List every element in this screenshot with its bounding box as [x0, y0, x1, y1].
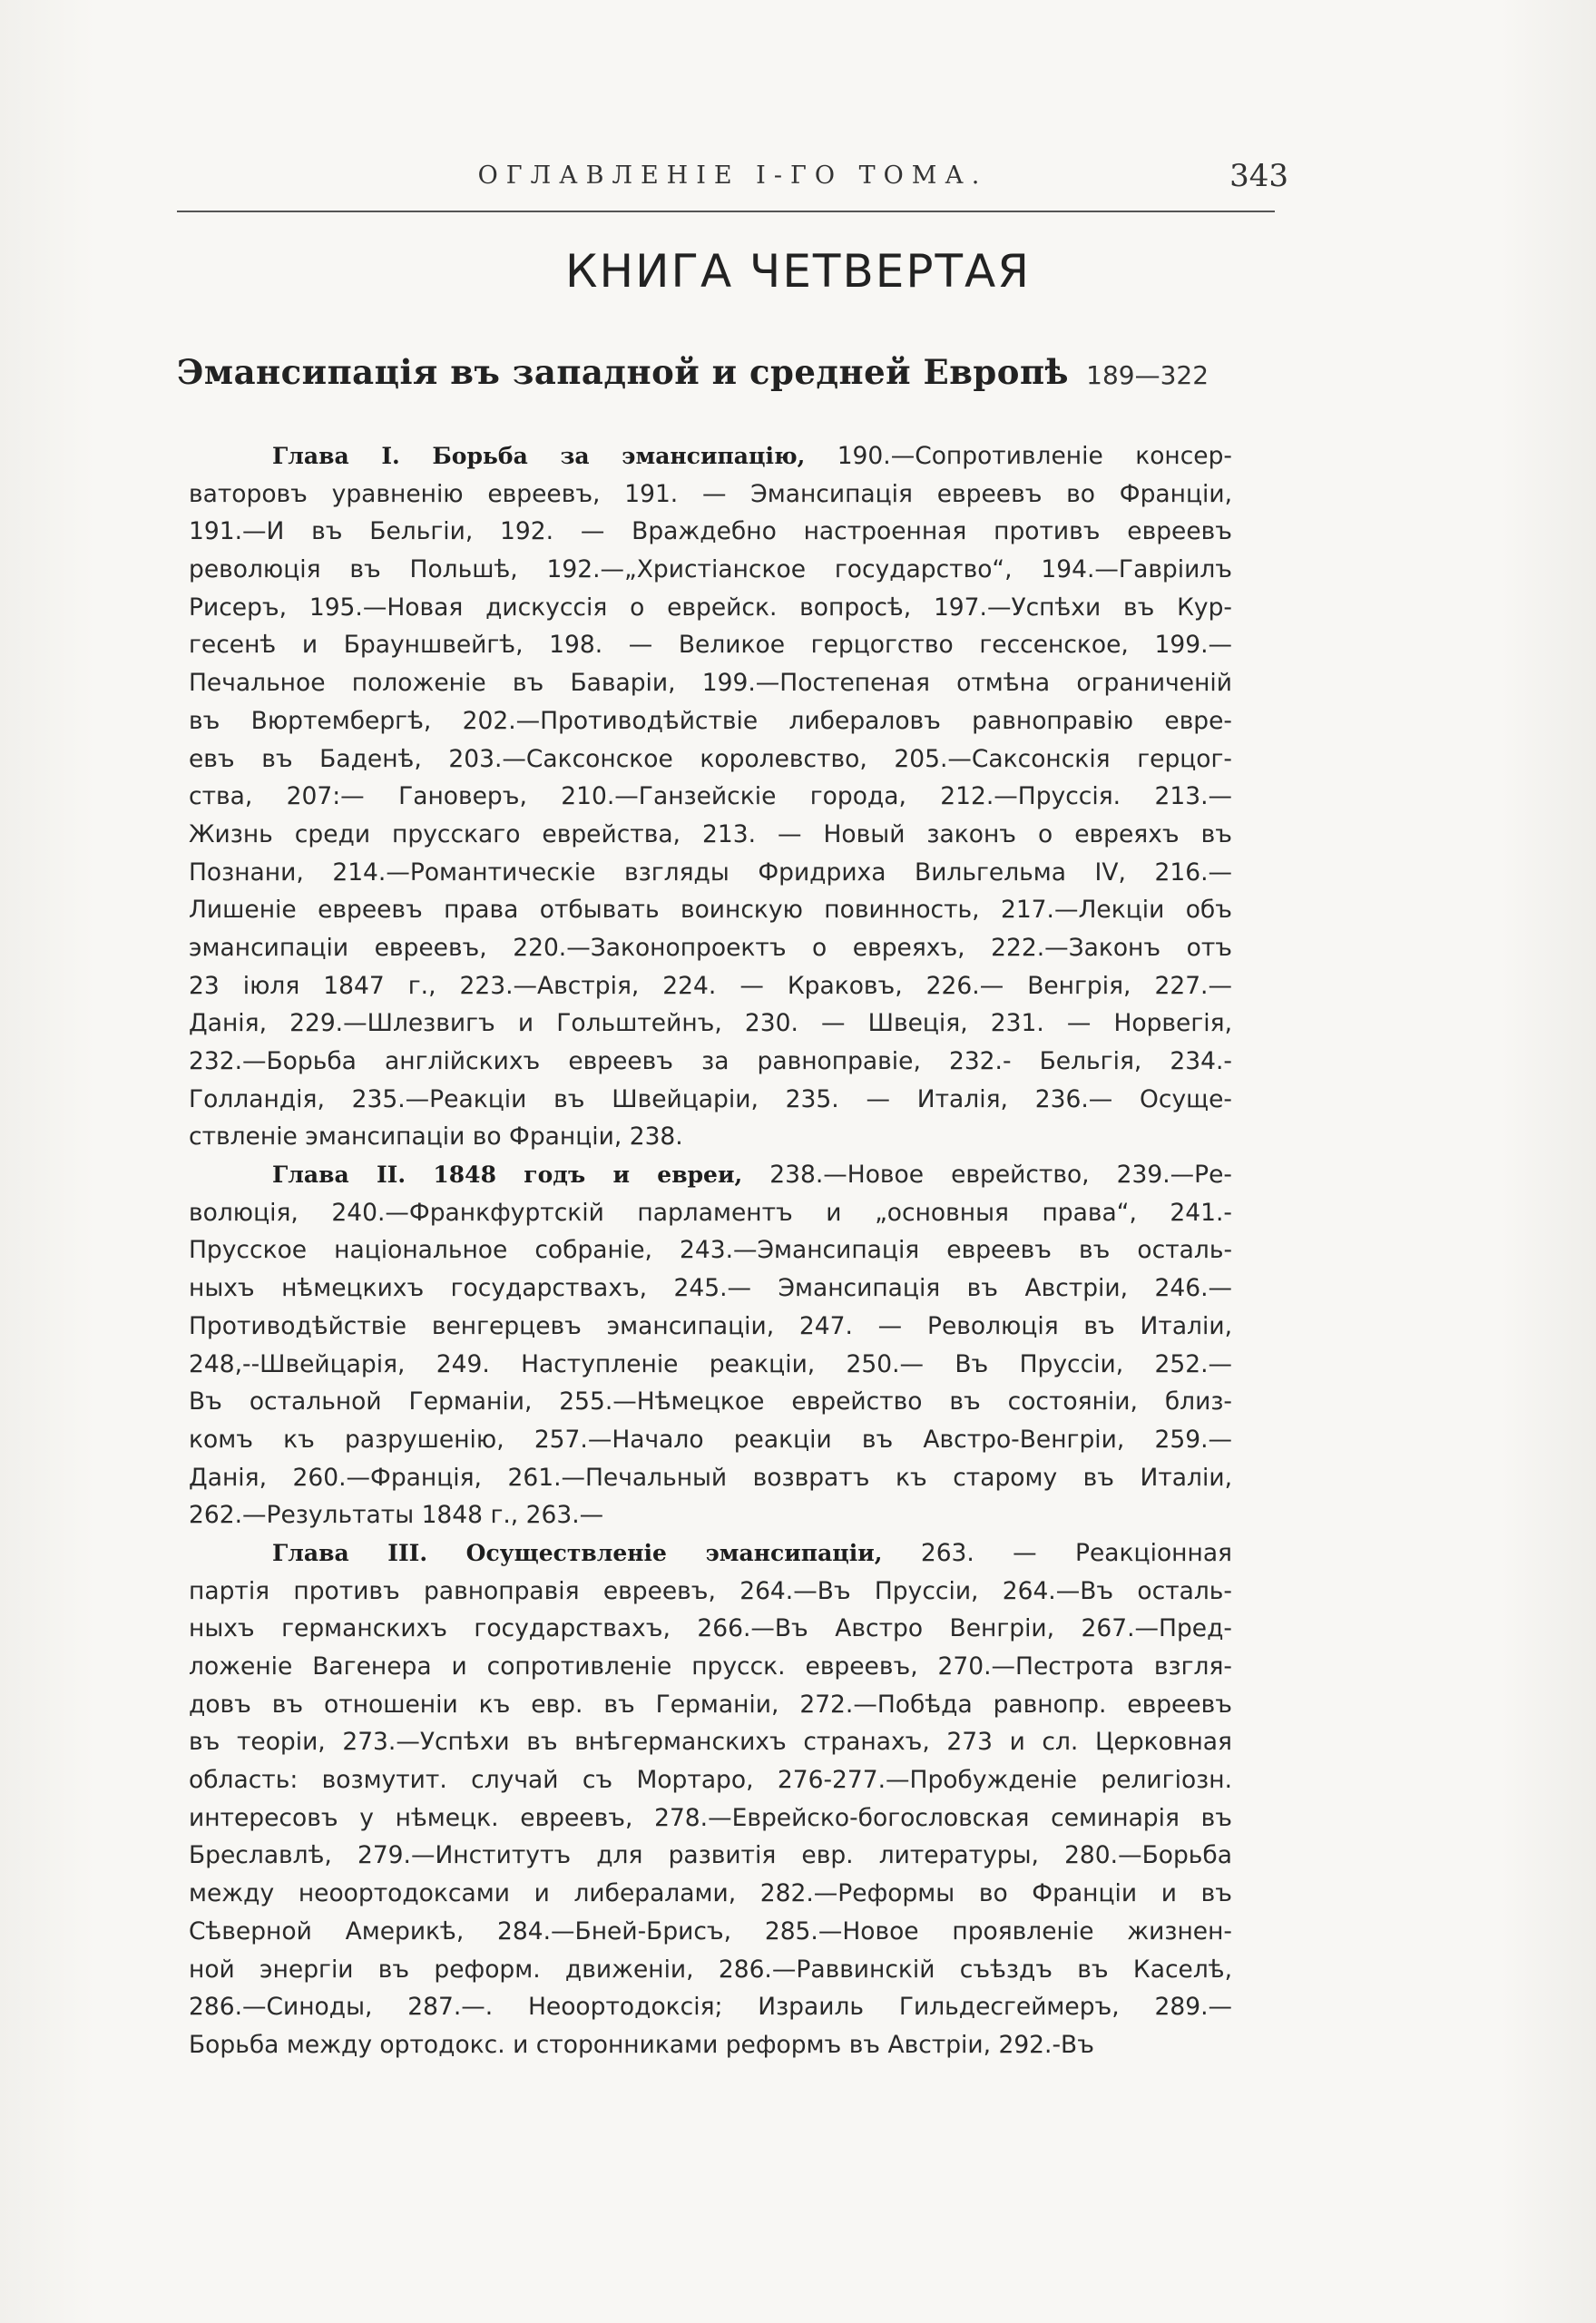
toc-line-text: 23 іюля 1847 г., 223.—Австрія, 224. — Краковъ, 226.— Венгрія, 227.—	[189, 971, 1232, 1000]
toc-line-text: Рисеръ, 195.—Новая дискуссія о еврейск. вопросѣ, 197.—Успѣхи въ Кур-	[189, 593, 1232, 622]
toc-line-text: волюція, 240.—Франкфуртскій парламентъ и „основныя права“, 241.-	[189, 1198, 1232, 1227]
toc-line	[189, 778, 1232, 816]
toc-line	[189, 1761, 1232, 1799]
toc-line-text: 191.—И въ Бельгіи, 192. — Враждебно настроенная противъ евреевъ	[189, 517, 1232, 546]
toc-line-text: ныхъ нѣмецкихъ государствахъ, 245.— Эмансипація въ Австріи, 246.—	[189, 1274, 1232, 1303]
toc-line	[189, 1648, 1232, 1686]
toc-line	[189, 664, 1232, 702]
toc-line-text: Противодѣйствіе венгерцевъ эмансипаціи, 247. — Революція въ Италіи,	[189, 1311, 1232, 1340]
toc-line	[189, 1686, 1232, 1724]
toc-line	[189, 1988, 1232, 2026]
toc-line-text: революція въ Польшѣ, 192.—„Христіанское государство“, 194.—Гавріилъ	[189, 555, 1232, 584]
header-divider	[177, 211, 1275, 212]
toc-line-text: Жизнь среди прусскаго еврейства, 213. — Новый законъ о евреяхъ въ	[189, 819, 1232, 848]
toc-line	[189, 854, 1232, 892]
toc-line-text: область: возмутит. случай съ Мортаро, 276-277.—Пробужденіе религіозн.	[189, 1766, 1232, 1795]
toc-line	[189, 626, 1232, 664]
toc-line-text: между неоортодоксами и либералами, 282.—Реформы во Франціи и въ	[189, 1879, 1232, 1908]
book-title: КНИГА ЧЕТВЕРТАЯ	[564, 245, 1032, 298]
toc-line-text: интересовъ у нѣмецк. евреевъ, 278.—Еврейско-богословская семинарія въ	[189, 1803, 1232, 1832]
toc-line	[189, 1496, 1232, 1534]
toc-line-text: Сѣверной Америкѣ, 284.—Бней-Брисъ, 285.—Новое проявленіе жизнен-	[189, 1916, 1232, 1946]
toc-line	[189, 475, 1232, 514]
toc-line	[189, 1459, 1232, 1497]
toc-line	[189, 1346, 1232, 1384]
toc-line	[189, 1534, 1232, 1573]
toc-line	[189, 1308, 1232, 1346]
toc-line	[189, 1799, 1232, 1838]
toc-line	[189, 1875, 1232, 1913]
toc-line-text: Голландія, 235.—Реакціи въ Швейцаріи, 235. — Италія, 236.— Осуще-	[189, 1084, 1232, 1113]
toc-line	[189, 1913, 1232, 1951]
toc-line	[189, 1383, 1232, 1421]
toc-line-text: ложеніе Вагенера и сопротивленіе прусск. евреевъ, 270.—Пестрота взгля-	[189, 1652, 1232, 1681]
toc-line-text: въ Вюртембергѣ, 202.—Противодѣйствіе либераловъ равноправію евре-	[189, 706, 1232, 735]
toc-line-text: Лишеніе евреевъ права отбывать воинскую повинность, 217.—Лекціи объ	[189, 896, 1232, 925]
chapter-entry	[189, 437, 1232, 1156]
toc-line	[189, 1837, 1232, 1875]
page-number: 343	[1229, 158, 1288, 194]
toc-line-text: Данія, 229.—Шлезвигъ и Гольштейнъ, 230. — Швеція, 231. — Норвегія,	[189, 1009, 1232, 1038]
toc-line	[189, 589, 1232, 627]
toc-line	[189, 1118, 1232, 1156]
toc-line	[189, 967, 1232, 1005]
toc-line-text: Познани, 214.—Романтическіе взгляды Фридриха Вильгельма IV, 216.—	[189, 858, 1232, 887]
toc-line-text: комъ къ разрушенію, 257.—Начало реакціи въ Австро-Венгріи, 259.—	[189, 1425, 1232, 1454]
toc-line-text: ной энергіи въ реформ. движеніи, 286.—Раввинскій съѣздъ въ Каселѣ,	[189, 1955, 1232, 1984]
toc-line	[189, 1081, 1232, 1119]
chapter-heading: Глава III. Осуществленіе эмансипаціи,	[272, 1539, 883, 1566]
toc-line	[189, 1005, 1232, 1043]
toc-line-text: Прусское національное собраніе, 243.—Эмансипація евреевъ въ осталь-	[189, 1236, 1232, 1265]
table-of-contents	[189, 437, 1232, 2064]
toc-line	[189, 1421, 1232, 1459]
chapter-heading: Глава I. Борьба за эмансипацію,	[272, 443, 806, 469]
toc-line-text: евъ въ Баденѣ, 203.—Саксонское королевство, 205.—Саксонскія герцог-	[189, 744, 1232, 773]
toc-line-text: Въ остальной Германіи, 255.—Нѣмецкое еврейство въ состояніи, близ-	[189, 1387, 1232, 1416]
toc-line	[189, 1723, 1232, 1761]
toc-line	[189, 816, 1232, 854]
toc-line	[189, 1231, 1232, 1269]
toc-line	[189, 437, 1232, 475]
chapter-heading: Глава II. 1848 годъ и евреи,	[272, 1162, 743, 1189]
toc-line	[189, 740, 1232, 779]
toc-line-text: Печальное положеніе въ Баваріи, 199.—Постепеная отмѣна ограниченій	[189, 669, 1232, 698]
toc-line-text: 232.—Борьба англійскихъ евреевъ за равноправіе, 232.- Бельгія, 234.-	[189, 1047, 1232, 1075]
toc-line-text: ства, 207:— Гановеръ, 210.—Ганзейскіе города, 212.—Пруссія. 213.—	[189, 782, 1232, 811]
toc-line-text: ныхъ германскихъ государствахъ, 266.—Въ Австро Венгріи, 267.—Пред-	[189, 1614, 1232, 1643]
chapter-entry	[189, 1534, 1232, 2064]
toc-line	[189, 551, 1232, 589]
toc-line	[189, 1156, 1232, 1194]
toc-line	[189, 891, 1232, 929]
toc-line-text: 190.—Сопротивленіе консер-	[805, 442, 1232, 470]
toc-line	[189, 1610, 1232, 1648]
toc-line-text: Борьба между ортодокс. и сторонниками реформъ въ Австріи, 292.-Въ	[189, 2030, 1094, 2059]
toc-line-text: партія противъ равноправія евреевъ, 264.—Въ Пруссіи, 264.—Въ осталь-	[189, 1576, 1232, 1605]
toc-line	[189, 929, 1232, 967]
toc-line-text: 263. — Реакціонная	[882, 1538, 1232, 1567]
toc-line-text: ствленіе эмансипаціи во Франціи, 238.	[189, 1122, 683, 1152]
part-page-range: 189—322	[1086, 360, 1209, 390]
toc-line-text: 262.—Результаты 1848 г., 263.—	[189, 1501, 604, 1530]
toc-line	[189, 1043, 1232, 1081]
toc-line-text: довъ въ отношеніи къ евр. въ Германіи, 272.—Побѣда равнопр. евреевъ	[189, 1690, 1232, 1719]
part-title-text: Эмансипація въ западной и средней Европѣ	[177, 352, 1070, 392]
toc-line	[189, 702, 1232, 740]
toc-line	[189, 1951, 1232, 1989]
running-title: ОГЛАВЛЕНІЕ I-ГО ТОМА.	[477, 162, 988, 190]
toc-line-text: Бреславлѣ, 279.—Институтъ для развитія евр. литературы, 280.—Борьба	[189, 1841, 1232, 1870]
part-title	[177, 352, 1293, 407]
toc-line	[189, 1573, 1232, 1611]
toc-line	[189, 1269, 1232, 1308]
toc-line-text: ваторовъ уравненію евреевъ, 191. — Эмансипація евреевъ во Франціи,	[189, 479, 1232, 508]
toc-line-text: 248,--Швейцарія, 249. Наступленіе реакціи, 250.— Въ Пруссіи, 252.—	[189, 1349, 1232, 1378]
toc-line-text: 238.—Новое еврейство, 239.—Ре-	[742, 1161, 1232, 1190]
toc-line-text: эмансипаціи евреевъ, 220.—Законопроектъ о евреяхъ, 222.—Законъ отъ	[189, 933, 1232, 962]
chapter-entry	[189, 1156, 1232, 1534]
toc-line-text: гесенѣ и Брауншвейгѣ, 198. — Великое герцогство гессенское, 199.—	[189, 631, 1232, 660]
toc-line-text: Данія, 260.—Франція, 261.—Печальный возвратъ къ старому въ Италіи,	[189, 1463, 1232, 1492]
toc-line-text: 286.—Синоды, 287.—. Неоортодоксія; Израиль Гильдесгеймеръ, 289.—	[189, 1993, 1232, 2022]
toc-line	[189, 2026, 1232, 2064]
toc-line-text: въ теоріи, 273.—Успѣхи въ внѣгерманскихъ странахъ, 273 и сл. Церковная	[189, 1728, 1232, 1757]
running-head	[177, 154, 1288, 200]
toc-line	[189, 513, 1232, 551]
toc-line	[189, 1194, 1232, 1232]
